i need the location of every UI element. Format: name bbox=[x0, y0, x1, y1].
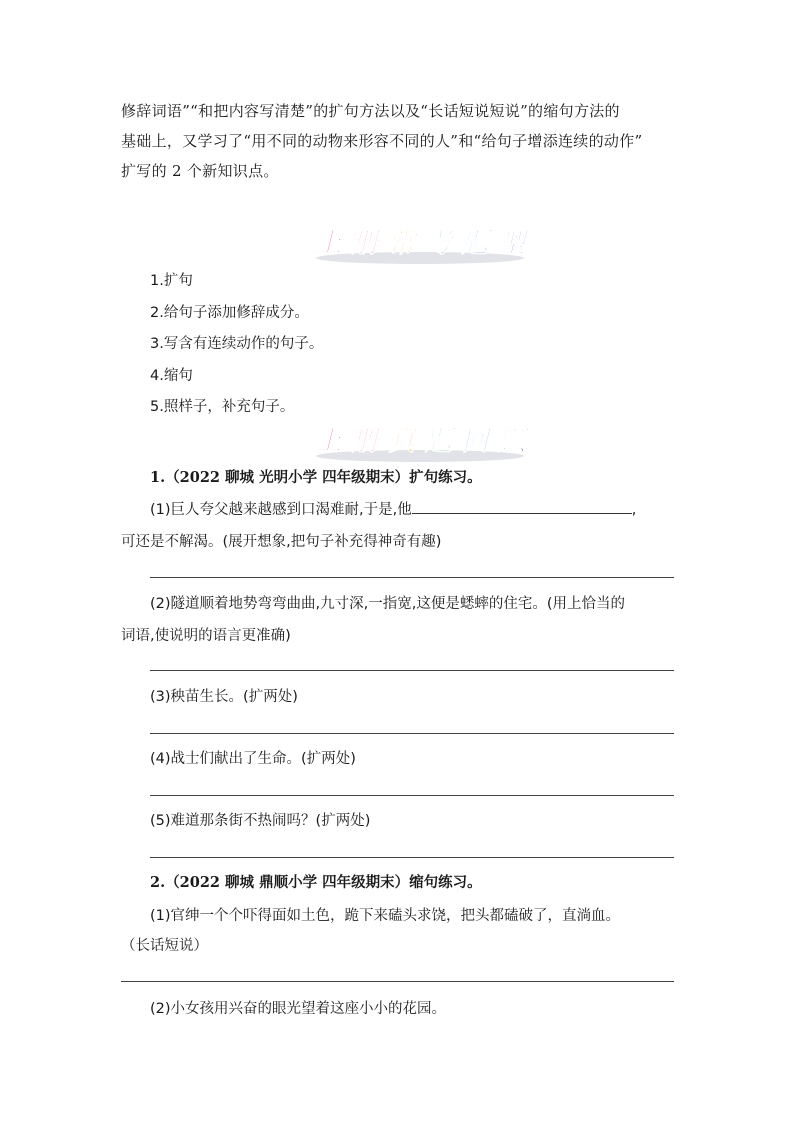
banner1-char: 册 bbox=[351, 228, 379, 259]
q1-item-5-answer-line[interactable] bbox=[150, 857, 674, 858]
q1-item-1-inline-blank[interactable] bbox=[412, 498, 632, 514]
banner-common-question-types-art bbox=[310, 222, 530, 266]
question-type-item: 2.给句子添加修辞成分。 bbox=[150, 304, 309, 321]
question-type-item: 3.写含有连续动作的句子。 bbox=[150, 336, 324, 352]
banner2-char: 顾 bbox=[498, 426, 526, 457]
question-type-item: 5.照样子，补充句子。 bbox=[150, 399, 295, 415]
question-1-title: 1.（2022 聊城 光明小学 四年级期末）扩句练习。 bbox=[150, 469, 482, 486]
banner2-char: 题 bbox=[424, 426, 452, 457]
banner2-char: 上 bbox=[314, 426, 342, 457]
question-type-list bbox=[150, 266, 323, 424]
q2-item-1-answer-line[interactable] bbox=[121, 981, 674, 982]
banner-past-exam-review-art bbox=[310, 420, 530, 464]
banner1-char: 常 bbox=[388, 228, 416, 259]
banner2-char: 回 bbox=[461, 426, 489, 457]
q2-item-2-text: (2)小女孩用兴奋的眼光望着这座小小的花园。 bbox=[150, 1001, 447, 1017]
q1-item-3-text: (3)秧苗生长。(扩两处) bbox=[150, 689, 298, 705]
banner1-char: 题 bbox=[461, 228, 489, 259]
banner2-char: 册 bbox=[351, 426, 379, 457]
q1-item-4-answer-line[interactable] bbox=[150, 795, 674, 796]
q1-item-1-answer-line[interactable] bbox=[150, 577, 674, 578]
banner-past-exam-review bbox=[310, 420, 530, 464]
intro-paragraph bbox=[121, 96, 681, 186]
q1-item-2-continuation: 词语,使说明的语言更准确) bbox=[121, 628, 291, 644]
q2-item-1-continuation: （长话短说） bbox=[121, 938, 208, 954]
question-type-item: 1.扩句 bbox=[150, 273, 193, 289]
q1-item-1-comma: , bbox=[631, 502, 637, 518]
q1-item-1-prompt: (1)巨人夸父越来越感到口渴难耐,于是,他 bbox=[150, 502, 412, 518]
banner-common-question-types bbox=[310, 222, 530, 266]
banner2-shadow bbox=[316, 450, 524, 462]
intro-line-2: 基础上，又学习了“用不同的动物来形容不同的人”和“给句子增添连续的动作” bbox=[121, 132, 643, 150]
q1-item-2-text: (2)隧道顺着地势弯弯曲曲,九寸深,一指宽,这便是蟋蟀的住宅。(用上恰当的 bbox=[150, 596, 626, 612]
intro-line-3: 扩写的 2 个新知识点。 bbox=[121, 162, 279, 180]
q1-item-4-text: (4)战士们献出了生命。(扩两处) bbox=[150, 751, 356, 767]
banner1-shadow bbox=[316, 252, 524, 264]
q1-item-1-text bbox=[150, 498, 636, 519]
question-2-title: 2.（2022 聊城 鼎顺小学 四年级期末）缩句练习。 bbox=[150, 874, 482, 891]
intro-line-1: 修辞词语”“和把内容写清楚”的扩句方法以及“长话短说短说”的缩句方法的 bbox=[121, 102, 620, 120]
banner2-char: 真 bbox=[388, 426, 416, 457]
banner1-char: 型 bbox=[498, 228, 526, 259]
q1-item-1-continuation: 可还是不解渴。(展开想象,把句子补充得神奇有趣) bbox=[121, 534, 442, 550]
q1-item-3-answer-line[interactable] bbox=[150, 733, 674, 734]
question-type-item: 4.缩句 bbox=[150, 367, 193, 384]
banner1-char: 上 bbox=[314, 228, 342, 259]
q2-item-1-text: (1)官绅一个个吓得面如土色，跪下来磕头求饶，把头都磕破了，直淌血。 bbox=[150, 908, 621, 924]
q1-item-2-answer-line[interactable] bbox=[150, 670, 674, 671]
banner1-char: 考 bbox=[424, 228, 452, 259]
q1-item-5-text: (5)难道那条街不热闹吗？(扩两处) bbox=[150, 813, 371, 829]
